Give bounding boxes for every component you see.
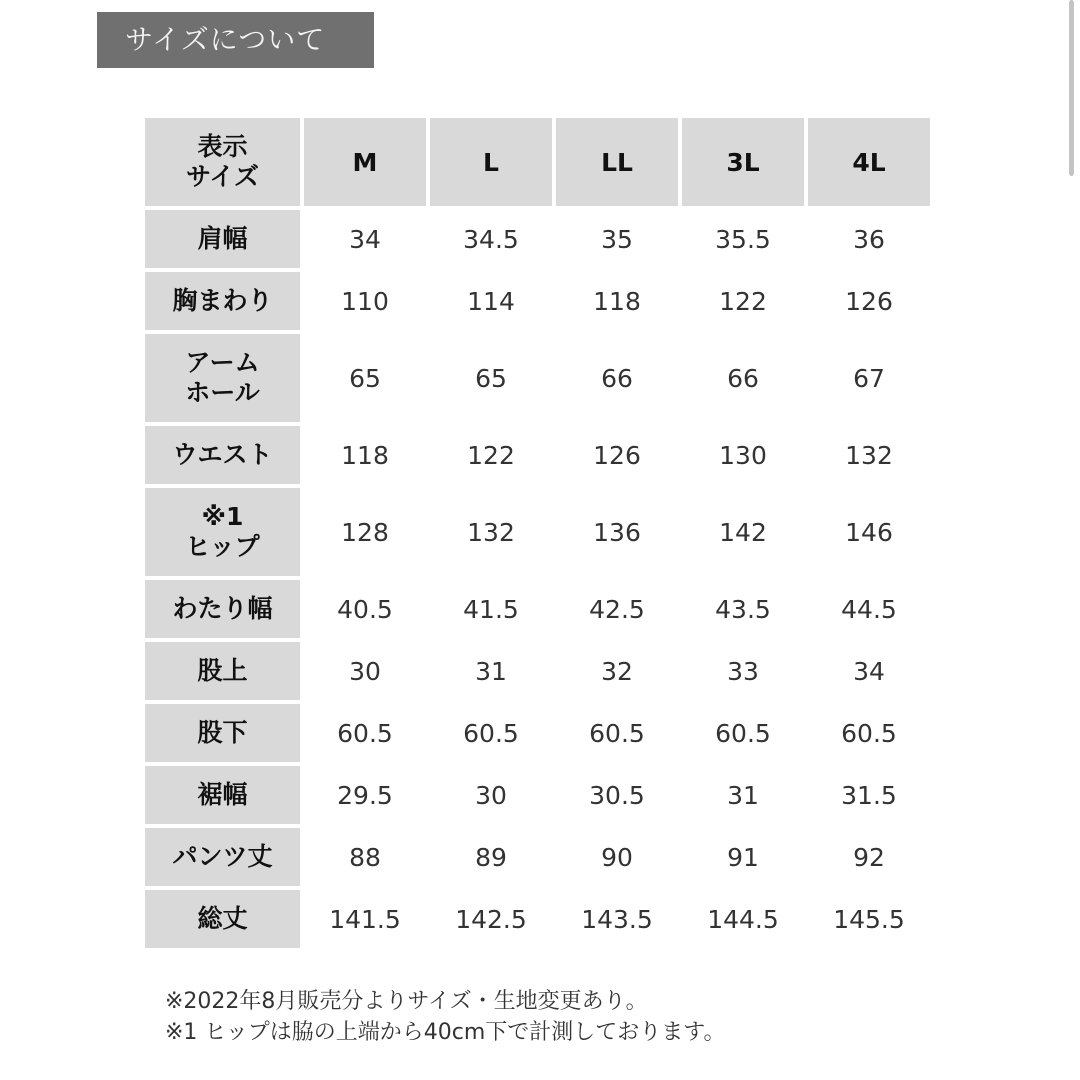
table-cell: 30 [304,642,426,700]
table-row [145,580,930,638]
notes [165,986,726,1048]
corner-header-line2: サイズ [185,162,259,191]
table-cell: 29.5 [304,766,426,824]
row-label-line1: パンツ丈 [172,842,273,871]
table-cell: 145.5 [808,890,930,948]
size-table [141,114,934,952]
table-row [145,890,930,948]
table-cell: 143.5 [556,890,678,948]
table-cell: 146 [808,488,930,576]
row-label [145,890,300,948]
table-cell: 126 [808,272,930,330]
table-cell: 31 [682,766,804,824]
table-cell: 35.5 [682,210,804,268]
table-cell: 60.5 [682,704,804,762]
table-cell: 60.5 [430,704,552,762]
table-cell: 136 [556,488,678,576]
row-label [145,580,300,638]
table-cell: 144.5 [682,890,804,948]
row-label-line1: 胸まわり [172,286,273,315]
table-cell: 92 [808,828,930,886]
corner-header-line1: 表示 [197,132,248,161]
table-cell: 142.5 [430,890,552,948]
table-cell: 65 [304,334,426,422]
row-label-line1: 肩幅 [197,224,248,253]
table-cell: 132 [808,426,930,484]
table-row [145,766,930,824]
table-cell: 67 [808,334,930,422]
table-cell: 130 [682,426,804,484]
table-row [145,334,930,422]
table-cell: 40.5 [304,580,426,638]
table-cell: 36 [808,210,930,268]
row-label-line2: ホール [185,378,260,407]
row-label-line1: アーム [185,348,260,377]
corner-header [145,118,300,206]
table-row [145,642,930,700]
table-cell: 91 [682,828,804,886]
row-label [145,766,300,824]
table-cell: 90 [556,828,678,886]
table-cell: 66 [682,334,804,422]
table-cell: 110 [304,272,426,330]
column-header-ll: LL [556,118,678,206]
table-row [145,272,930,330]
table-cell: 41.5 [430,580,552,638]
table-cell: 126 [556,426,678,484]
row-label-line1: 総丈 [197,904,248,933]
row-label [145,334,300,422]
table-cell: 88 [304,828,426,886]
row-label [145,828,300,886]
table-cell: 114 [430,272,552,330]
table-cell: 60.5 [304,704,426,762]
table-row [145,704,930,762]
column-header-4l: 4L [808,118,930,206]
row-label-line1: わたり幅 [172,594,273,623]
table-cell: 66 [556,334,678,422]
table-cell: 32 [556,642,678,700]
table-cell: 65 [430,334,552,422]
table-cell: 33 [682,642,804,700]
table-cell: 43.5 [682,580,804,638]
column-header-l: L [430,118,552,206]
row-label [145,704,300,762]
table-row [145,426,930,484]
table-cell: 122 [430,426,552,484]
row-label [145,210,300,268]
row-label [145,426,300,484]
table-cell: 35 [556,210,678,268]
row-label-line1: 股下 [197,718,248,747]
scrollbar[interactable] [1069,0,1074,176]
table-cell: 60.5 [556,704,678,762]
table-cell: 42.5 [556,580,678,638]
table-cell: 141.5 [304,890,426,948]
row-label-line1: ウエスト [172,440,273,469]
row-label-line1: ※1 [201,502,244,531]
table-cell: 31.5 [808,766,930,824]
table-row [145,828,930,886]
column-header-3l: 3L [682,118,804,206]
note-hip-measurement: ※1 ヒップは脇の上端から40cm下で計測しております。 [165,1020,726,1045]
table-cell: 31 [430,642,552,700]
table-cell: 128 [304,488,426,576]
row-label-line1: 裾幅 [197,780,248,809]
table-cell: 142 [682,488,804,576]
table-row [145,488,930,576]
table-cell: 34 [808,642,930,700]
table-cell: 122 [682,272,804,330]
row-label-line2: ヒップ [185,532,260,561]
table-row [145,210,930,268]
table-cell: 60.5 [808,704,930,762]
table-cell: 132 [430,488,552,576]
note-size-change: ※2022年8月販売分よりサイズ・生地変更あり。 [165,989,648,1014]
table-cell: 44.5 [808,580,930,638]
table-cell: 89 [430,828,552,886]
row-label-line1: 股上 [197,656,248,685]
table-cell: 118 [556,272,678,330]
table-header-row [145,118,930,206]
row-label [145,488,300,576]
section-title: サイズについて [97,12,374,68]
table-cell: 34 [304,210,426,268]
row-label [145,642,300,700]
table-cell: 118 [304,426,426,484]
column-header-m: M [304,118,426,206]
table-cell: 30 [430,766,552,824]
row-label [145,272,300,330]
table-cell: 30.5 [556,766,678,824]
table-cell: 34.5 [430,210,552,268]
